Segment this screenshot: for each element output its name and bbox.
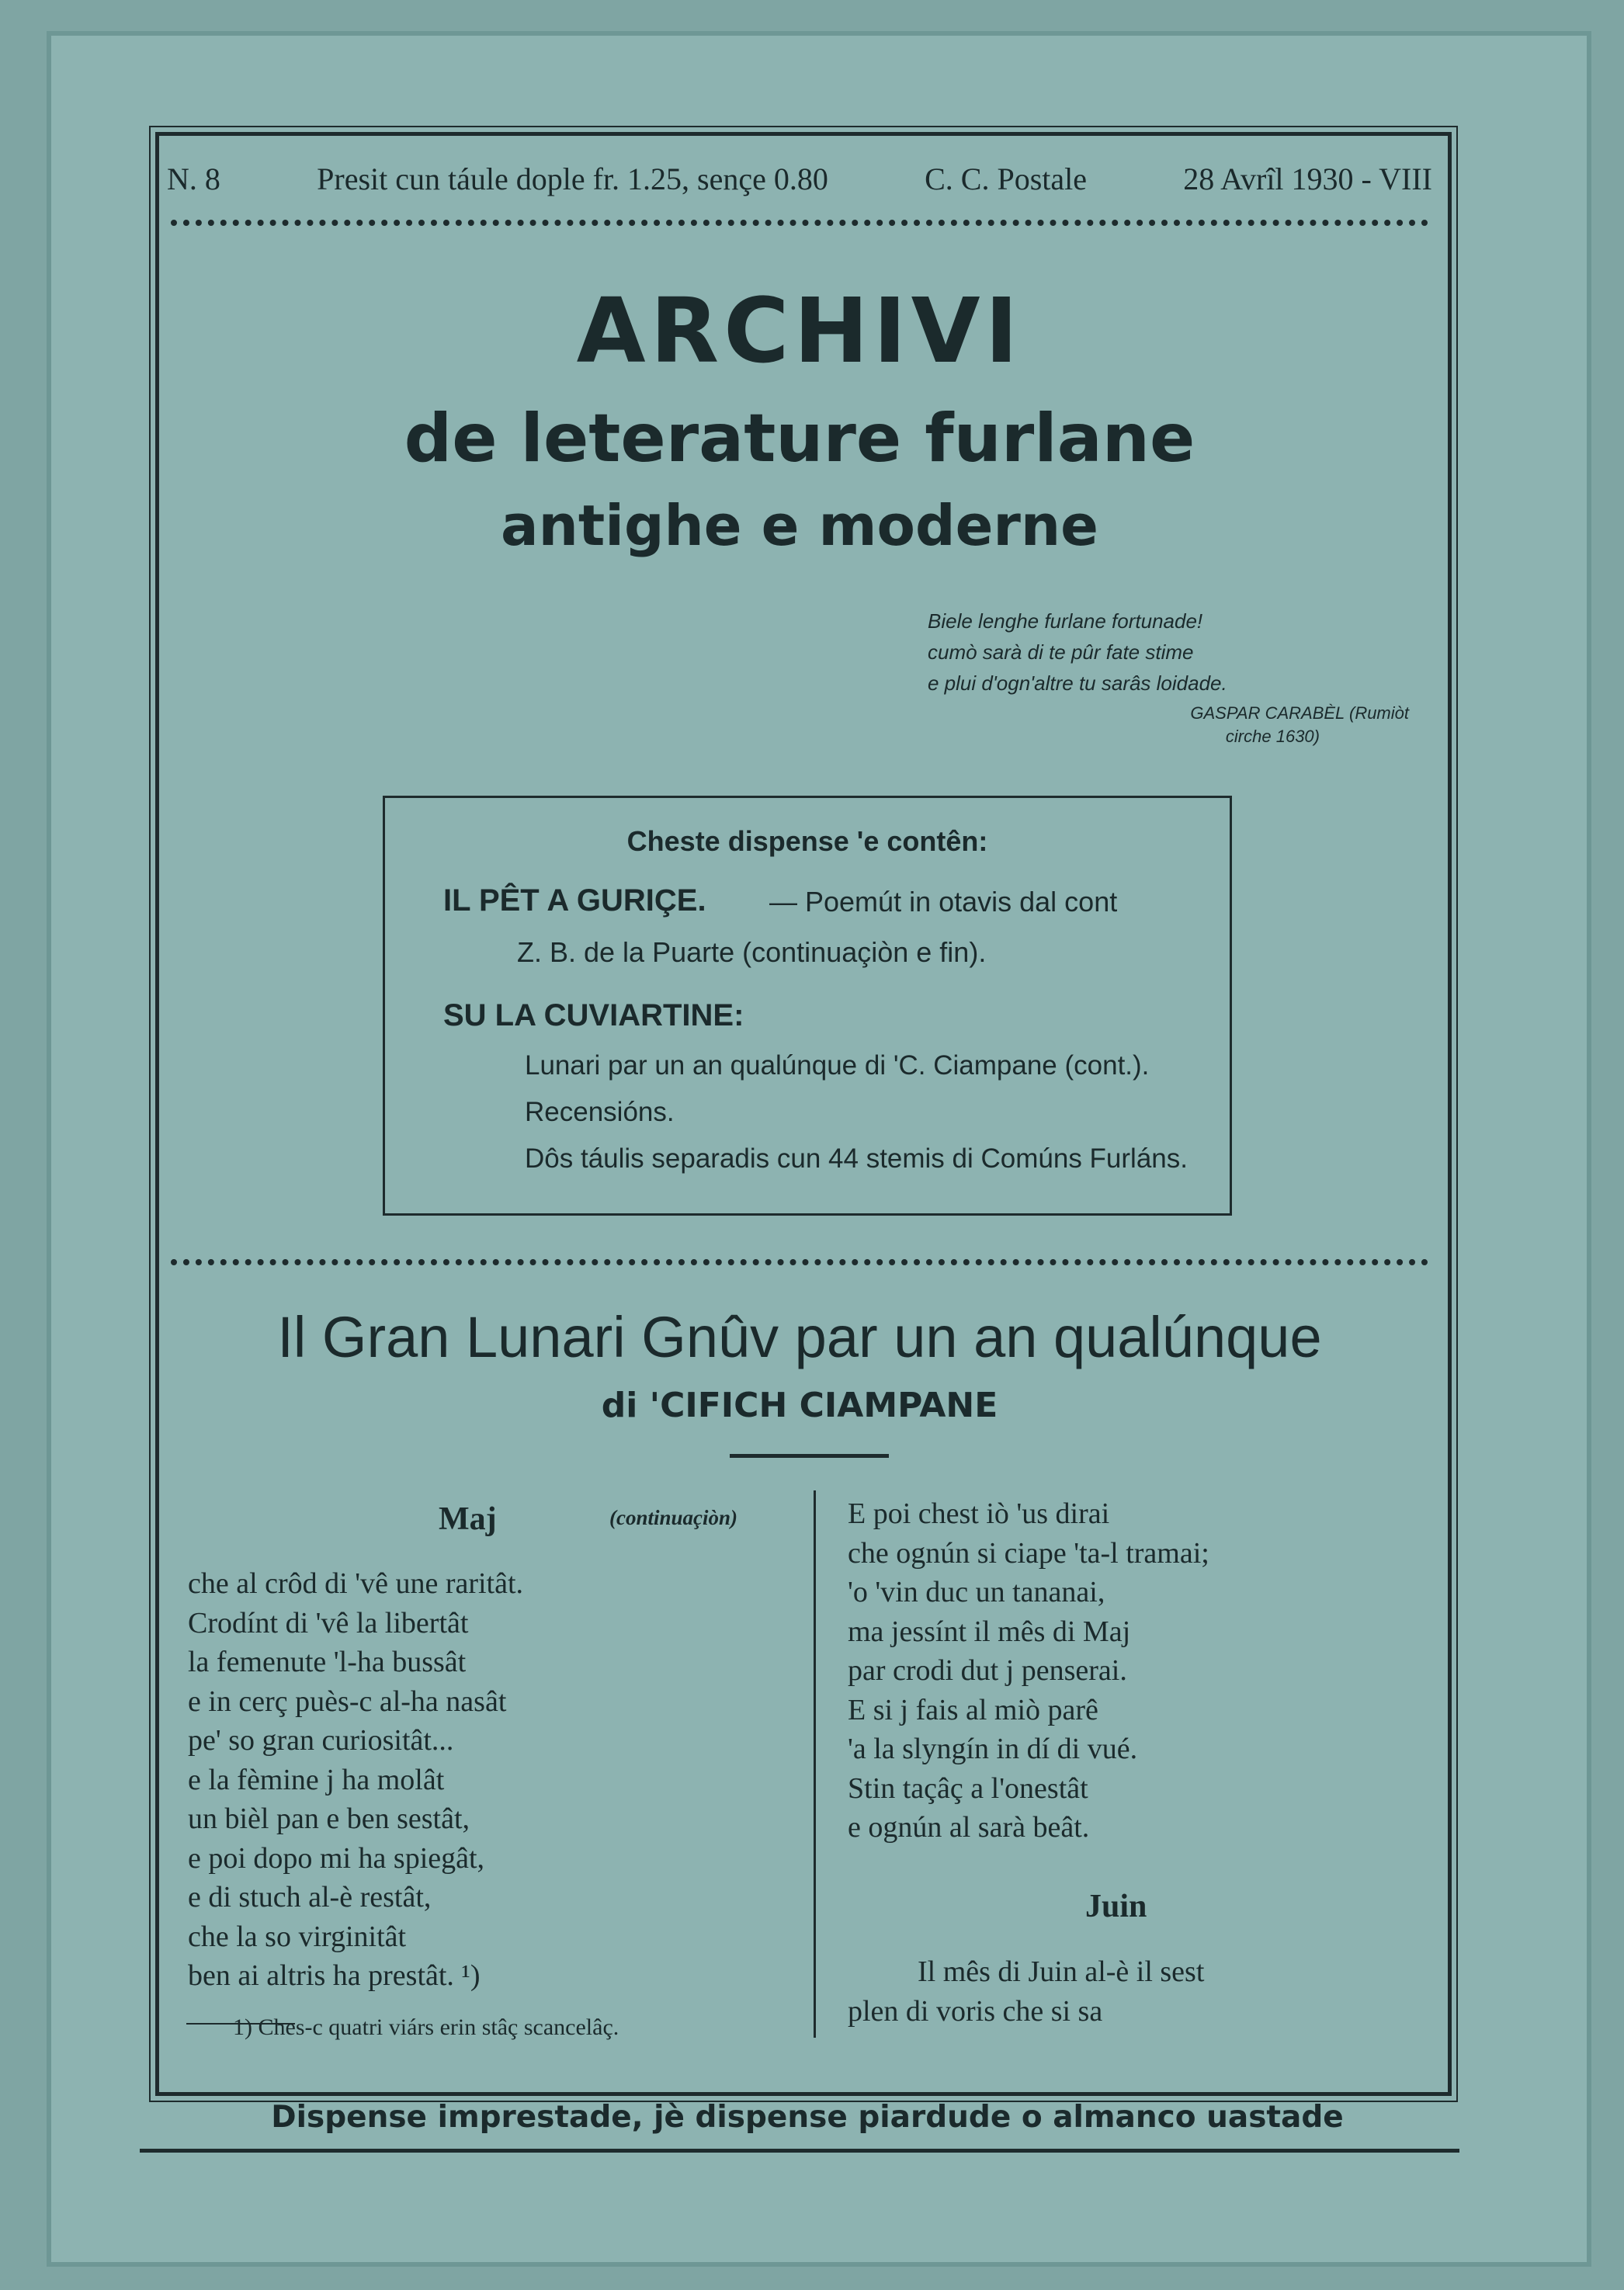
article-title: Il Gran Lunari Gnûv par un an qualúnque	[277, 1305, 1322, 1369]
section-divider	[171, 1259, 1428, 1265]
verse-line: 'o 'vin duc un tananai,	[848, 1576, 1105, 1608]
verse-line: E si j fais al miò parê	[848, 1693, 1098, 1726]
motto-line: Biele lenghe furlane fortunade!	[928, 609, 1203, 633]
motto	[928, 605, 1409, 748]
verse-line: e la fèmine j ha molât	[188, 1763, 445, 1796]
verse-line: Crodínt di 'vê la libertât	[188, 1606, 469, 1639]
header-divider	[171, 220, 1428, 226]
title-underline	[730, 1454, 889, 1458]
right-verse-block	[848, 1494, 1209, 1848]
left-verse-block	[188, 1564, 523, 1996]
verse-line: ma jessínt il mês di Maj	[848, 1615, 1131, 1648]
right-month-heading: Juin	[1085, 1889, 1147, 1924]
footnote: 1) Ches-c quatri viárs erin stâç scancelâç.	[233, 2014, 619, 2040]
contents-item2-line: Recensións.	[525, 1097, 675, 1127]
verse-line: e in cerç puès-c al-ha nasât	[188, 1685, 507, 1718]
right-verse-block-2	[848, 1952, 1204, 2031]
issue-date: 28 Avrîl 1930 - VIII	[1183, 161, 1432, 196]
verse-line: che ognún si ciape 'ta-l tramai;	[848, 1536, 1209, 1570]
motto-line: cumò sarà di te pûr fate stime	[928, 640, 1194, 664]
header-row	[167, 151, 1432, 206]
verse-line: Il mês di Juin al-è il sest	[918, 1955, 1205, 1988]
verse-line: par crodi dut j penserai.	[848, 1654, 1127, 1687]
contents-heading: Cheste dispense 'e contên:	[626, 825, 988, 857]
contents-item1-text2: Z. B. de la Puarte (continuaçiòn e fin).	[517, 936, 987, 968]
verse-line: e ognún al sarà beât.	[848, 1811, 1090, 1844]
contents-item2-line: Dôs táulis separadis cun 44 stemis di Comúns Furláns.	[525, 1143, 1188, 1174]
verse-line: pe' so gran curiositât...	[188, 1724, 454, 1757]
verse-line: che la so virginitât	[188, 1920, 407, 1953]
verse-line: che al crôd di 'vê une raritât.	[188, 1567, 524, 1600]
column-divider	[814, 1490, 816, 2038]
verse-line: 'a la slyngín in dí di vué.	[848, 1733, 1138, 1765]
article-author: di 'CIFICH CIAMPANE	[601, 1386, 998, 1425]
contents-item2-line: Lunari par un an qualúnque di 'C. Ciampane (cont.).	[525, 1050, 1150, 1081]
postal-info: C. C. Postale	[925, 161, 1088, 196]
masthead-subtitle: de leterature furlane	[404, 400, 1195, 477]
verse-line: E poi chest iò 'us dirai	[848, 1497, 1110, 1530]
verse-line: un bièl pan e ben sestât,	[188, 1803, 470, 1835]
contents-box	[383, 796, 1232, 1216]
verse-line: plen di voris che si sa	[848, 1994, 1103, 2028]
motto-author-date: cirche 1630)	[1225, 727, 1320, 746]
motto-line: e plui d'ogn'altre tu sarâs loidade.	[928, 671, 1227, 695]
verse-line: e di stuch al-è restât,	[188, 1881, 432, 1914]
bottom-banner: Dispense imprestade, jè dispense piardude o almanco uastade	[271, 2100, 1344, 2135]
motto-author: GASPAR CARABÈL (Rumiòt	[1190, 703, 1409, 723]
verse-line: e poi dopo mi ha spiegât,	[188, 1841, 485, 1875]
contents-item2-title: SU LA CUVIARTINE:	[443, 998, 744, 1032]
contents-item1-text: — Poemút in otavis dal cont	[769, 886, 1118, 918]
verse-line: Stin taçâç a l'onestât	[848, 1771, 1088, 1805]
masthead-title: ARCHIVI	[576, 279, 1023, 383]
price-info: Presit cun táule dople fr. 1.25, sençe 0.80	[317, 161, 828, 196]
verse-line: ben ai altris ha prestât. ¹)	[188, 1959, 481, 1992]
contents-item1-title: IL PÊT A GURIÇE.	[443, 883, 706, 918]
continuation-note: (continuaçiòn)	[609, 1506, 738, 1529]
left-month-heading: Maj	[439, 1501, 497, 1537]
masthead-subtitle-2: antighe e moderne	[501, 493, 1098, 558]
issue-number: N. 8	[167, 161, 220, 196]
bottom-rule	[140, 2149, 1459, 2153]
verse-line: la femenute 'l-ha bussât	[188, 1646, 467, 1678]
